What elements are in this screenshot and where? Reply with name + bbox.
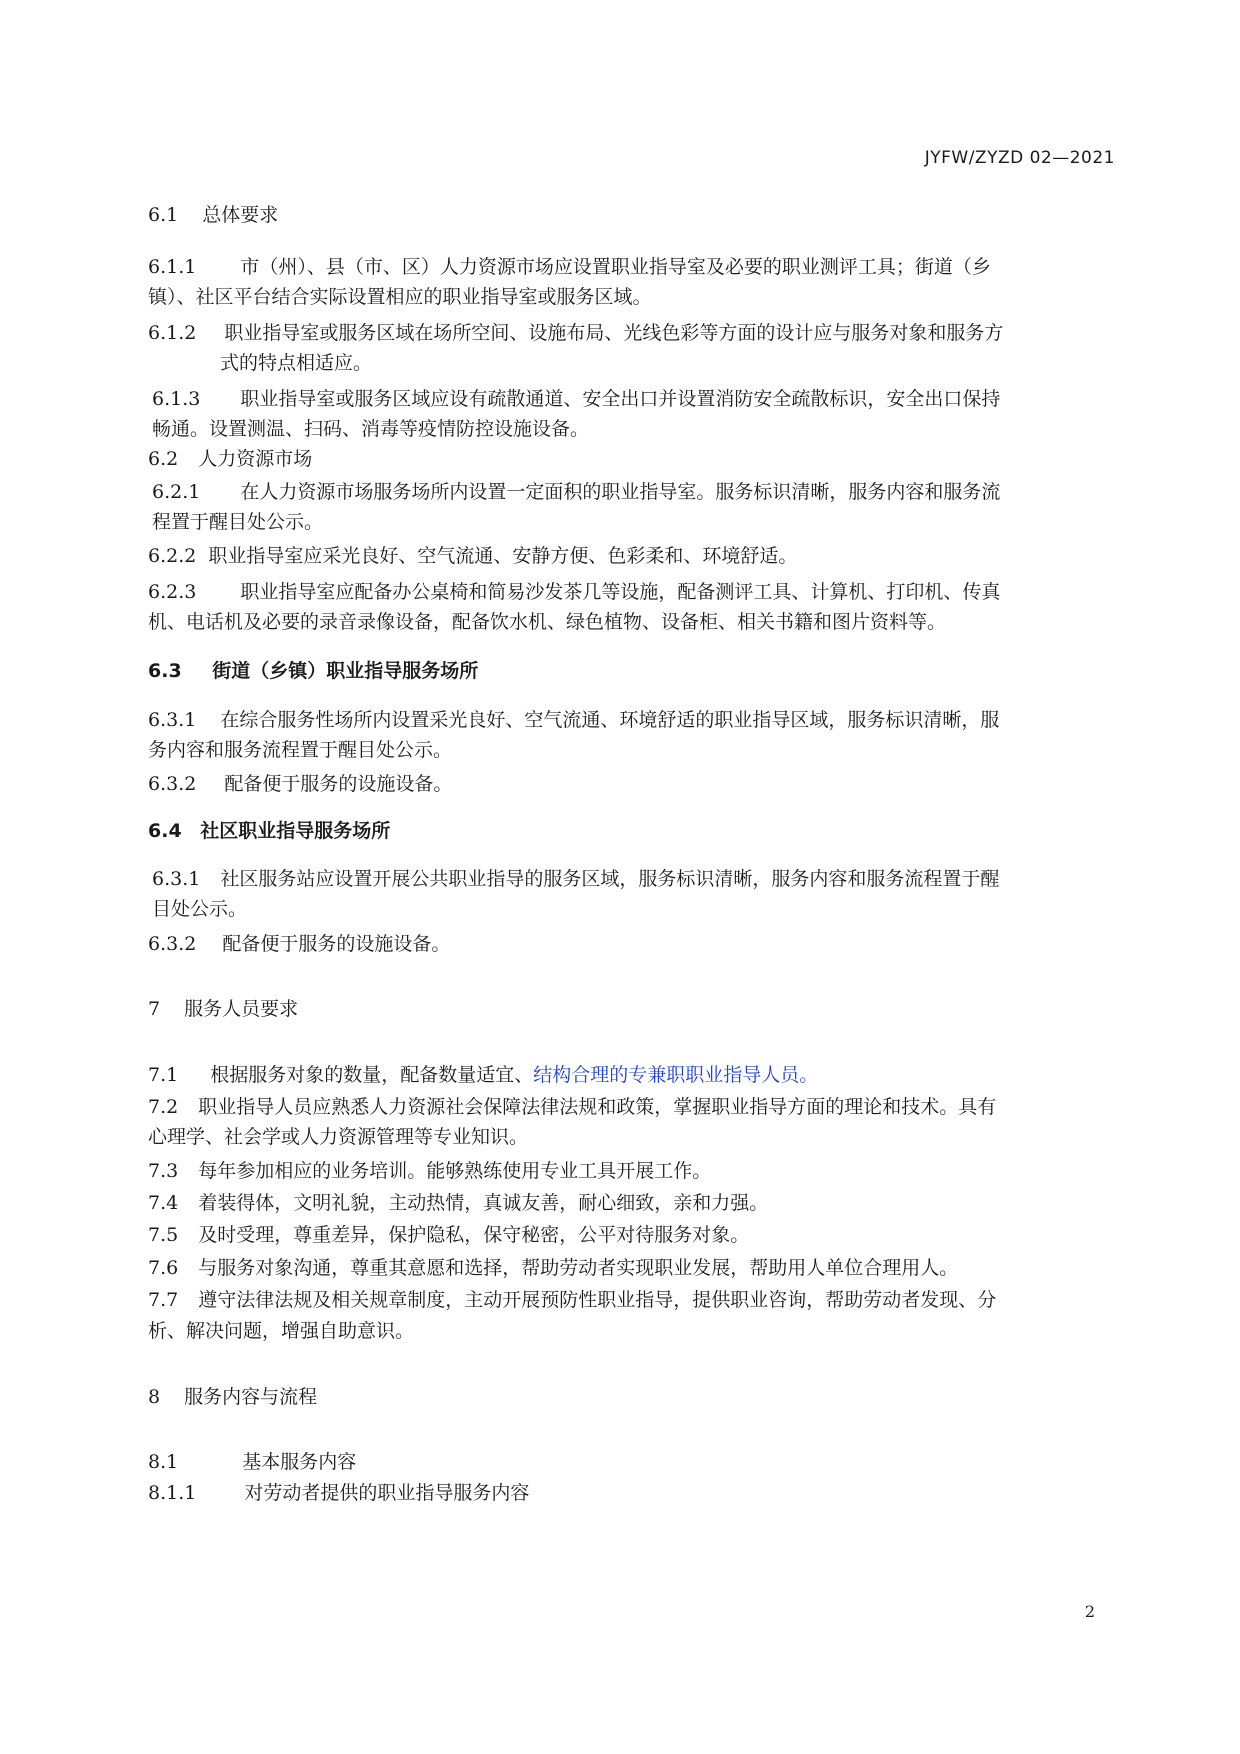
clause-7-2 <box>148 1094 996 1120</box>
clause-text: 与服务对象沟通，尊重其意愿和选择，帮助劳动者实现职业发展，帮助用人单位合理用人。 <box>198 1257 959 1279</box>
chapter-heading-7 <box>148 996 298 1022</box>
clause-text: 着装得体，文明礼貌，主动热情，真诚友善，耐心细致，亲和力强。 <box>198 1192 769 1214</box>
clause-text: 职业指导室或服务区域应设有疏散通道、安全出口并设置消防安全疏散标识，安全出口保持 <box>240 388 1001 410</box>
section-heading-6-4 <box>148 818 390 844</box>
clause-6-4-1 <box>152 866 999 892</box>
clause-number: 7.3 <box>148 1160 179 1182</box>
clause-7-3 <box>148 1158 711 1184</box>
section-heading-8-1 <box>148 1449 356 1475</box>
section-title: 人力资源市场 <box>198 448 313 470</box>
clause-7-7 <box>148 1287 996 1313</box>
clause-number: 6.1.2 <box>148 322 197 344</box>
clause-6-2-3 <box>148 579 1000 605</box>
clause-text: 每年参加相应的业务培训。能够熟练使用专业工具开展工作。 <box>198 1160 712 1182</box>
clause-6-2-3-cont: 机、电话机及必要的录音录像设备，配备饮水机、绿色植物、设备柜、相关书籍和图片资料等。 <box>148 611 947 633</box>
clause-text: 根据服务对象的数量，配备数量适宜、 <box>210 1064 534 1086</box>
clause-number: 7.6 <box>148 1257 179 1279</box>
clause-number: 7.2 <box>148 1096 179 1118</box>
clause-text: 在综合服务性场所内设置采光良好、空气流通、环境舒适的职业指导区域，服务标识清晰，服 <box>220 709 1000 731</box>
clause-7-2-cont: 心理学、社会学或人力资源管理等专业知识。 <box>148 1126 529 1148</box>
section-title: 基本服务内容 <box>242 1451 357 1473</box>
clause-number: 6.3.1 <box>148 709 197 731</box>
clause-text-highlight: 结构合理的专兼职职业指导人员。 <box>533 1064 819 1086</box>
section-number: 6.4 <box>148 820 182 842</box>
clause-number: 6.3.1 <box>152 868 201 890</box>
section-number: 8.1 <box>148 1451 179 1473</box>
clause-number: 6.1.1 <box>148 256 197 278</box>
clause-number: 6.2.2 <box>148 545 197 567</box>
section-number: 6.2 <box>148 448 179 470</box>
clause-6-1-1 <box>148 254 991 280</box>
page-number: 2 <box>1084 1602 1095 1621</box>
clause-number: 6.3.2 <box>148 933 197 955</box>
clause-text: 职业指导人员应熟悉人力资源社会保障法律法规和政策，掌握职业指导方面的理论和技术。具有 <box>198 1096 997 1118</box>
clause-6-2-1 <box>152 479 1000 505</box>
clause-7-6 <box>148 1255 958 1281</box>
clause-number: 6.2.3 <box>148 581 197 603</box>
chapter-heading-8 <box>148 1384 317 1410</box>
clause-text: 遵守法律法规及相关规章制度，主动开展预防性职业指导，提供职业咨询，帮助劳动者发现、分 <box>198 1289 997 1311</box>
chapter-title: 服务人员要求 <box>184 998 299 1020</box>
clause-text: 及时受理，尊重差异，保护隐私，保守秘密，公平对待服务对象。 <box>198 1224 750 1246</box>
section-heading-6-1 <box>148 202 278 228</box>
clause-text: 在人力资源市场服务场所内设置一定面积的职业指导室。服务标识清晰，服务内容和服务流 <box>240 481 1001 503</box>
clause-6-3-1 <box>148 707 999 733</box>
section-heading-8-1-1 <box>148 1480 529 1506</box>
clause-text: 市（州）、县（市、区）人力资源市场应设置职业指导室及必要的职业测评工具；街道（乡 <box>240 256 991 278</box>
clause-number: 7.5 <box>148 1224 179 1246</box>
clause-6-1-1-cont: 镇）、社区平台结合实际设置相应的职业指导室或服务区域。 <box>148 286 652 308</box>
section-title: 社区职业指导服务场所 <box>200 820 391 842</box>
clause-7-7-cont: 析、解决问题，增强自助意识。 <box>148 1320 415 1342</box>
clause-text: 职业指导室应采光良好、空气流通、安静方便、色彩柔和、环境舒适。 <box>208 545 798 567</box>
section-number: 6.3 <box>148 660 182 682</box>
clause-number: 6.3.2 <box>148 773 197 795</box>
clause-number: 7.4 <box>148 1192 179 1214</box>
section-title: 街道（乡镇）职业指导服务场所 <box>212 660 479 682</box>
clause-7-5 <box>148 1222 749 1248</box>
clause-6-1-2-cont: 式的特点相适应。 <box>220 352 373 374</box>
section-title: 对劳动者提供的职业指导服务内容 <box>244 1482 530 1504</box>
clause-7-1 <box>148 1062 818 1088</box>
chapter-number: 7 <box>148 998 161 1020</box>
clause-6-1-2 <box>148 320 1003 346</box>
chapter-title: 服务内容与流程 <box>184 1386 318 1408</box>
clause-number: 7.1 <box>148 1064 179 1086</box>
clause-6-3-2 <box>148 771 452 797</box>
clause-text: 配备便于服务的设施设备。 <box>222 933 451 955</box>
clause-number: 6.1.3 <box>152 388 201 410</box>
clause-6-2-1-cont: 程置于醒目处公示。 <box>152 511 324 533</box>
clause-text: 职业指导室应配备办公桌椅和简易沙发茶几等设施，配备测评工具、计算机、打印机、传真 <box>240 581 1001 603</box>
clause-text: 社区服务站应设置开展公共职业指导的服务区域，服务标识清晰，服务内容和服务流程置于醒 <box>220 868 1000 890</box>
section-heading-6-3 <box>148 658 478 684</box>
clause-number: 7.7 <box>148 1289 179 1311</box>
document-code: JYFW/ZYZD 02—2021 <box>924 148 1115 168</box>
section-title: 总体要求 <box>202 204 279 226</box>
clause-6-4-2 <box>148 931 450 957</box>
clause-6-3-1-cont: 务内容和服务流程置于醒目处公示。 <box>148 739 453 761</box>
clause-text: 配备便于服务的设施设备。 <box>224 773 453 795</box>
clause-6-1-3-cont: 畅通。设置测温、扫码、消毒等疫情防控设施设备。 <box>152 418 590 440</box>
clause-number: 6.2.1 <box>152 481 201 503</box>
section-number: 8.1.1 <box>148 1482 197 1504</box>
clause-6-1-3 <box>152 386 1000 412</box>
clause-text: 职业指导室或服务区域在场所空间、设施布局、光线色彩等方面的设计应与服务对象和服务方 <box>224 322 1004 344</box>
clause-6-2-2 <box>148 543 797 569</box>
chapter-number: 8 <box>148 1386 161 1408</box>
section-heading-6-2 <box>148 446 312 472</box>
section-number: 6.1 <box>148 204 179 226</box>
clause-6-4-1-cont: 目处公示。 <box>152 898 248 920</box>
clause-7-4 <box>148 1190 768 1216</box>
